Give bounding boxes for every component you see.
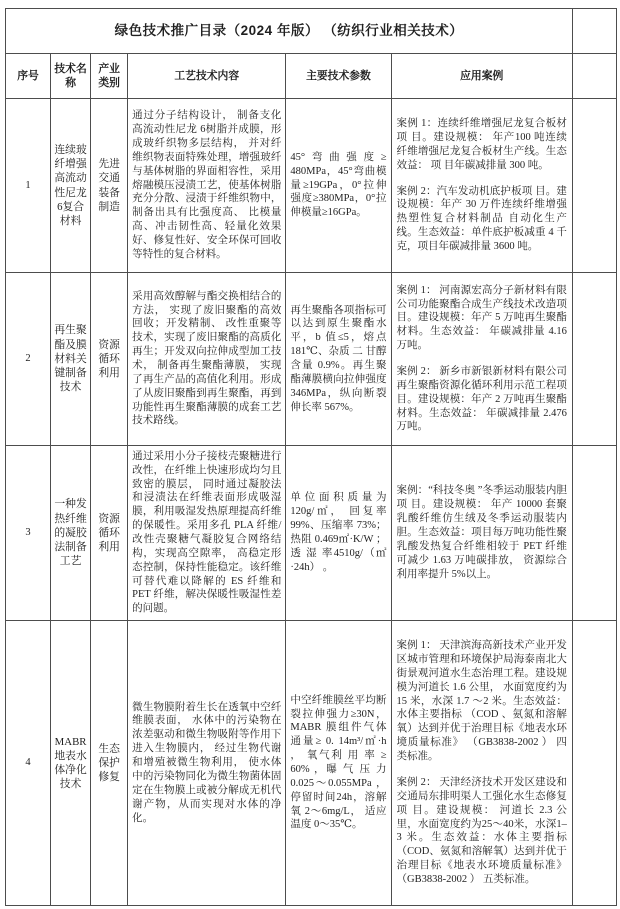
case-paragraph: 案例 2：汽车发动机底护板项 目。建设规模：年产 30 万件连续纤维增强热塑性复合材料制品 自动化生产线。生态效益：单件底护板减重 4 千克，项目年碳减排量 3600 吨。 <box>396 185 567 252</box>
cell-params: 再生聚酯各项指标可以达到原生聚酯水平，b 值≤5，熔点 181℃、杂质 二 甘醇含量 0.9%。再生聚酯薄膜横向拉伸强度346MPa，纵向断裂伸长率 567%。 <box>286 273 391 446</box>
title-row <box>6 9 617 54</box>
cell-process-content: 通过分子结构设计， 制备支化高流动性尼龙 6树脂并成膜，形成玻纤织物多层结构， 并对纤维织物表面特殊处理，增强玻纤与基体树脂的界面相容性，采用熔融模压浸渍工艺，使基体树脂充分分散、浸渍于纤维织物中， 制备出具有比强度高、 比模量高、冲击韧性高、轻量化效果好、修复性好、安全环保可回收等特性的复合材料。 <box>128 99 286 273</box>
cell-cases <box>391 99 572 273</box>
header-row <box>6 54 617 99</box>
cell-no: 1 <box>6 99 51 273</box>
case-paragraph: 案例 1： 天津滨海高新技术产业开发区城市管理和环境保护局海泰南北大街景观河道水生态治理工程。建设规模为河道长 1.6 公里， 水面宽度约为 15 米，水深 1.7 ～2 米。生态效益：水体主要指标 （COD 、氨氮和溶解氧）达到并优于治理目标《地表水环境质量标准》 （GB3838-2002 ） 四类标准。 <box>396 640 567 763</box>
ghost-cell <box>572 621 616 906</box>
col-header-cases: 应用案例 <box>391 54 572 99</box>
cell-category: 资源循环利用 <box>91 446 128 621</box>
cell-category: 先进交通装备制造 <box>91 99 128 273</box>
cell-tech-name: MABR地表水体净化技术 <box>51 621 91 906</box>
cell-cases <box>391 273 572 446</box>
cell-params: 单位面积质量为 120g/㎡， 回复率 99%、压缩率 73%； 热阻 0.469㎡·K/W ；透 湿 率4510g/（㎡·24h） 。 <box>286 446 391 621</box>
table-row <box>6 446 617 621</box>
ghost-cell <box>572 273 616 446</box>
cell-process-content: 采用高效醇解与酯交换相结合的方法， 实现了废旧聚酯的高效回收；开发精制、 改性重聚等技术，实现了废旧聚酯的高质化再生；开发双向拉伸成型加工技术， 制备再生聚酯薄膜， 实现了再生产品的高值化利用。形成了从废旧聚酯到再生聚酯，再到功能性再生聚酯薄膜的成套工艺技术路线。 <box>128 273 286 446</box>
cell-category: 生态保护修复 <box>91 621 128 906</box>
cell-tech-name: 再生聚酯及膜材料关键制备技术 <box>51 273 91 446</box>
table-row <box>6 621 617 906</box>
col-header-category: 产业类别 <box>91 54 128 99</box>
cell-no: 2 <box>6 273 51 446</box>
case-paragraph: 案例 2： 天津经济技术开发区建设和交通局东排明渠人工强化水生态修复项 目。建设规模： 河道长 2.3 公里，水面宽度约为25～40米，水深1–3 米。生态效益：水体主要指标 （COD、氨氮和溶解氧）达到并优于治理目标《地表水环境质量标准》 （GB3838-2002 ） 五类标准。 <box>396 776 567 885</box>
cell-tech-name: 一种发热纤维的凝胶法制备工艺 <box>51 446 91 621</box>
cell-no: 3 <box>6 446 51 621</box>
ghost-cell <box>572 446 616 621</box>
ghost-cell <box>572 54 616 99</box>
case-paragraph: 案例 1： 河南源宏高分子新材料有限公司功能聚酯合成生产线技术改造项目。建设规模：年产 5 万吨再生聚酯材料。生态效益： 年碳减排量 4.16 万吨。 <box>396 284 567 352</box>
cell-no: 4 <box>6 621 51 906</box>
green-tech-catalog-table <box>5 8 617 906</box>
col-header-no: 序号 <box>6 54 51 99</box>
cell-process-content: 微生物膜附着生长在透氧中空纤维膜表面， 水体中的污染物在浓差驱动和微生物吸附等作用下进入生物膜内， 经过生物代谢和增殖被微生物利用， 使水体中的污染物同化为微生物菌体固定在生物膜上或被分解成无机代谢产物，从而实现对水体的净化。 <box>128 621 286 906</box>
cell-process-content: 通过采用小分子接枝壳聚糖进行改性，在纤维上快速形成均匀且致密的膜层， 同时通过凝胶法和浸渍法在纤维表面形成吸湿膜，利用吸湿发热原理提高纤维的保暖性。采用多孔 PLA 纤维/改性壳聚糖气凝胶复合网络结构，实现高空隙率， 高稳定形态控制，保持性能稳定。该纤维可替代难以降解的 ES 纤维和 PET 纤维，解决保暖性吸湿性差的问题。 <box>128 446 286 621</box>
page-title: 绿色技术推广目录（2024 年版） （纺织行业相关技术） <box>6 9 573 54</box>
col-header-params: 主要技术参数 <box>286 54 391 99</box>
case-paragraph: 案例：“科技冬奥 ”冬季运动服装内胆项 目。建设规模： 年产 10000 套聚乳酸纤维仿生绒及冬季运动服装内胆。生态效益：项目每万吨功能性聚乳酸发热复合纤维相较于 PET 纤维可减少 1.63 万吨碳排放， 资源综合利用率提升 5%以上。 <box>396 485 567 580</box>
ghost-cell <box>572 99 616 273</box>
cell-params: 中空纤维膜丝平均断裂拉伸强力≥30N，MABR 膜组件气体通量≥ 0. 14m³/㎡·h ， 氧气利 用 率 ≥ 60% ，曝 气 压 力0.025～0.055MPa ，停留时间24h，溶解氧 2～6mg/L， 适应温度 0～35℃。 <box>286 621 391 906</box>
col-header-process: 工艺技术内容 <box>128 54 286 99</box>
cell-cases <box>391 446 572 621</box>
cell-cases <box>391 621 572 906</box>
case-paragraph: 案例 2： 新乡市新银新材料有限公司再生聚酯资源化循环利用示范工程项目。建设规模：年产 2 万吨再生聚酯材料。生态效益： 年碳减排量 2.476 万吨。 <box>396 366 567 433</box>
case-paragraph: 案例 1：连续纤维增强尼龙复合板材项 目。建设规模： 年产100 吨连续纤维增强尼龙复合板材生产线。生态效益： 项 目年碳减排量 300 吨。 <box>396 118 567 171</box>
ghost-cell <box>572 9 616 54</box>
cell-tech-name: 连续玻纤增强高流动性尼龙6复合材料 <box>51 99 91 273</box>
cell-params: 45°弯曲强度≥ 480MPa，45°弯曲模量≥19GPa，0°拉伸强度≥380MPa，0°拉伸模量≥16GPa。 <box>286 99 391 273</box>
table-row <box>6 273 617 446</box>
table-row <box>6 99 617 273</box>
col-header-tech-name: 技术名称 <box>51 54 91 99</box>
cell-category: 资源循环利用 <box>91 273 128 446</box>
